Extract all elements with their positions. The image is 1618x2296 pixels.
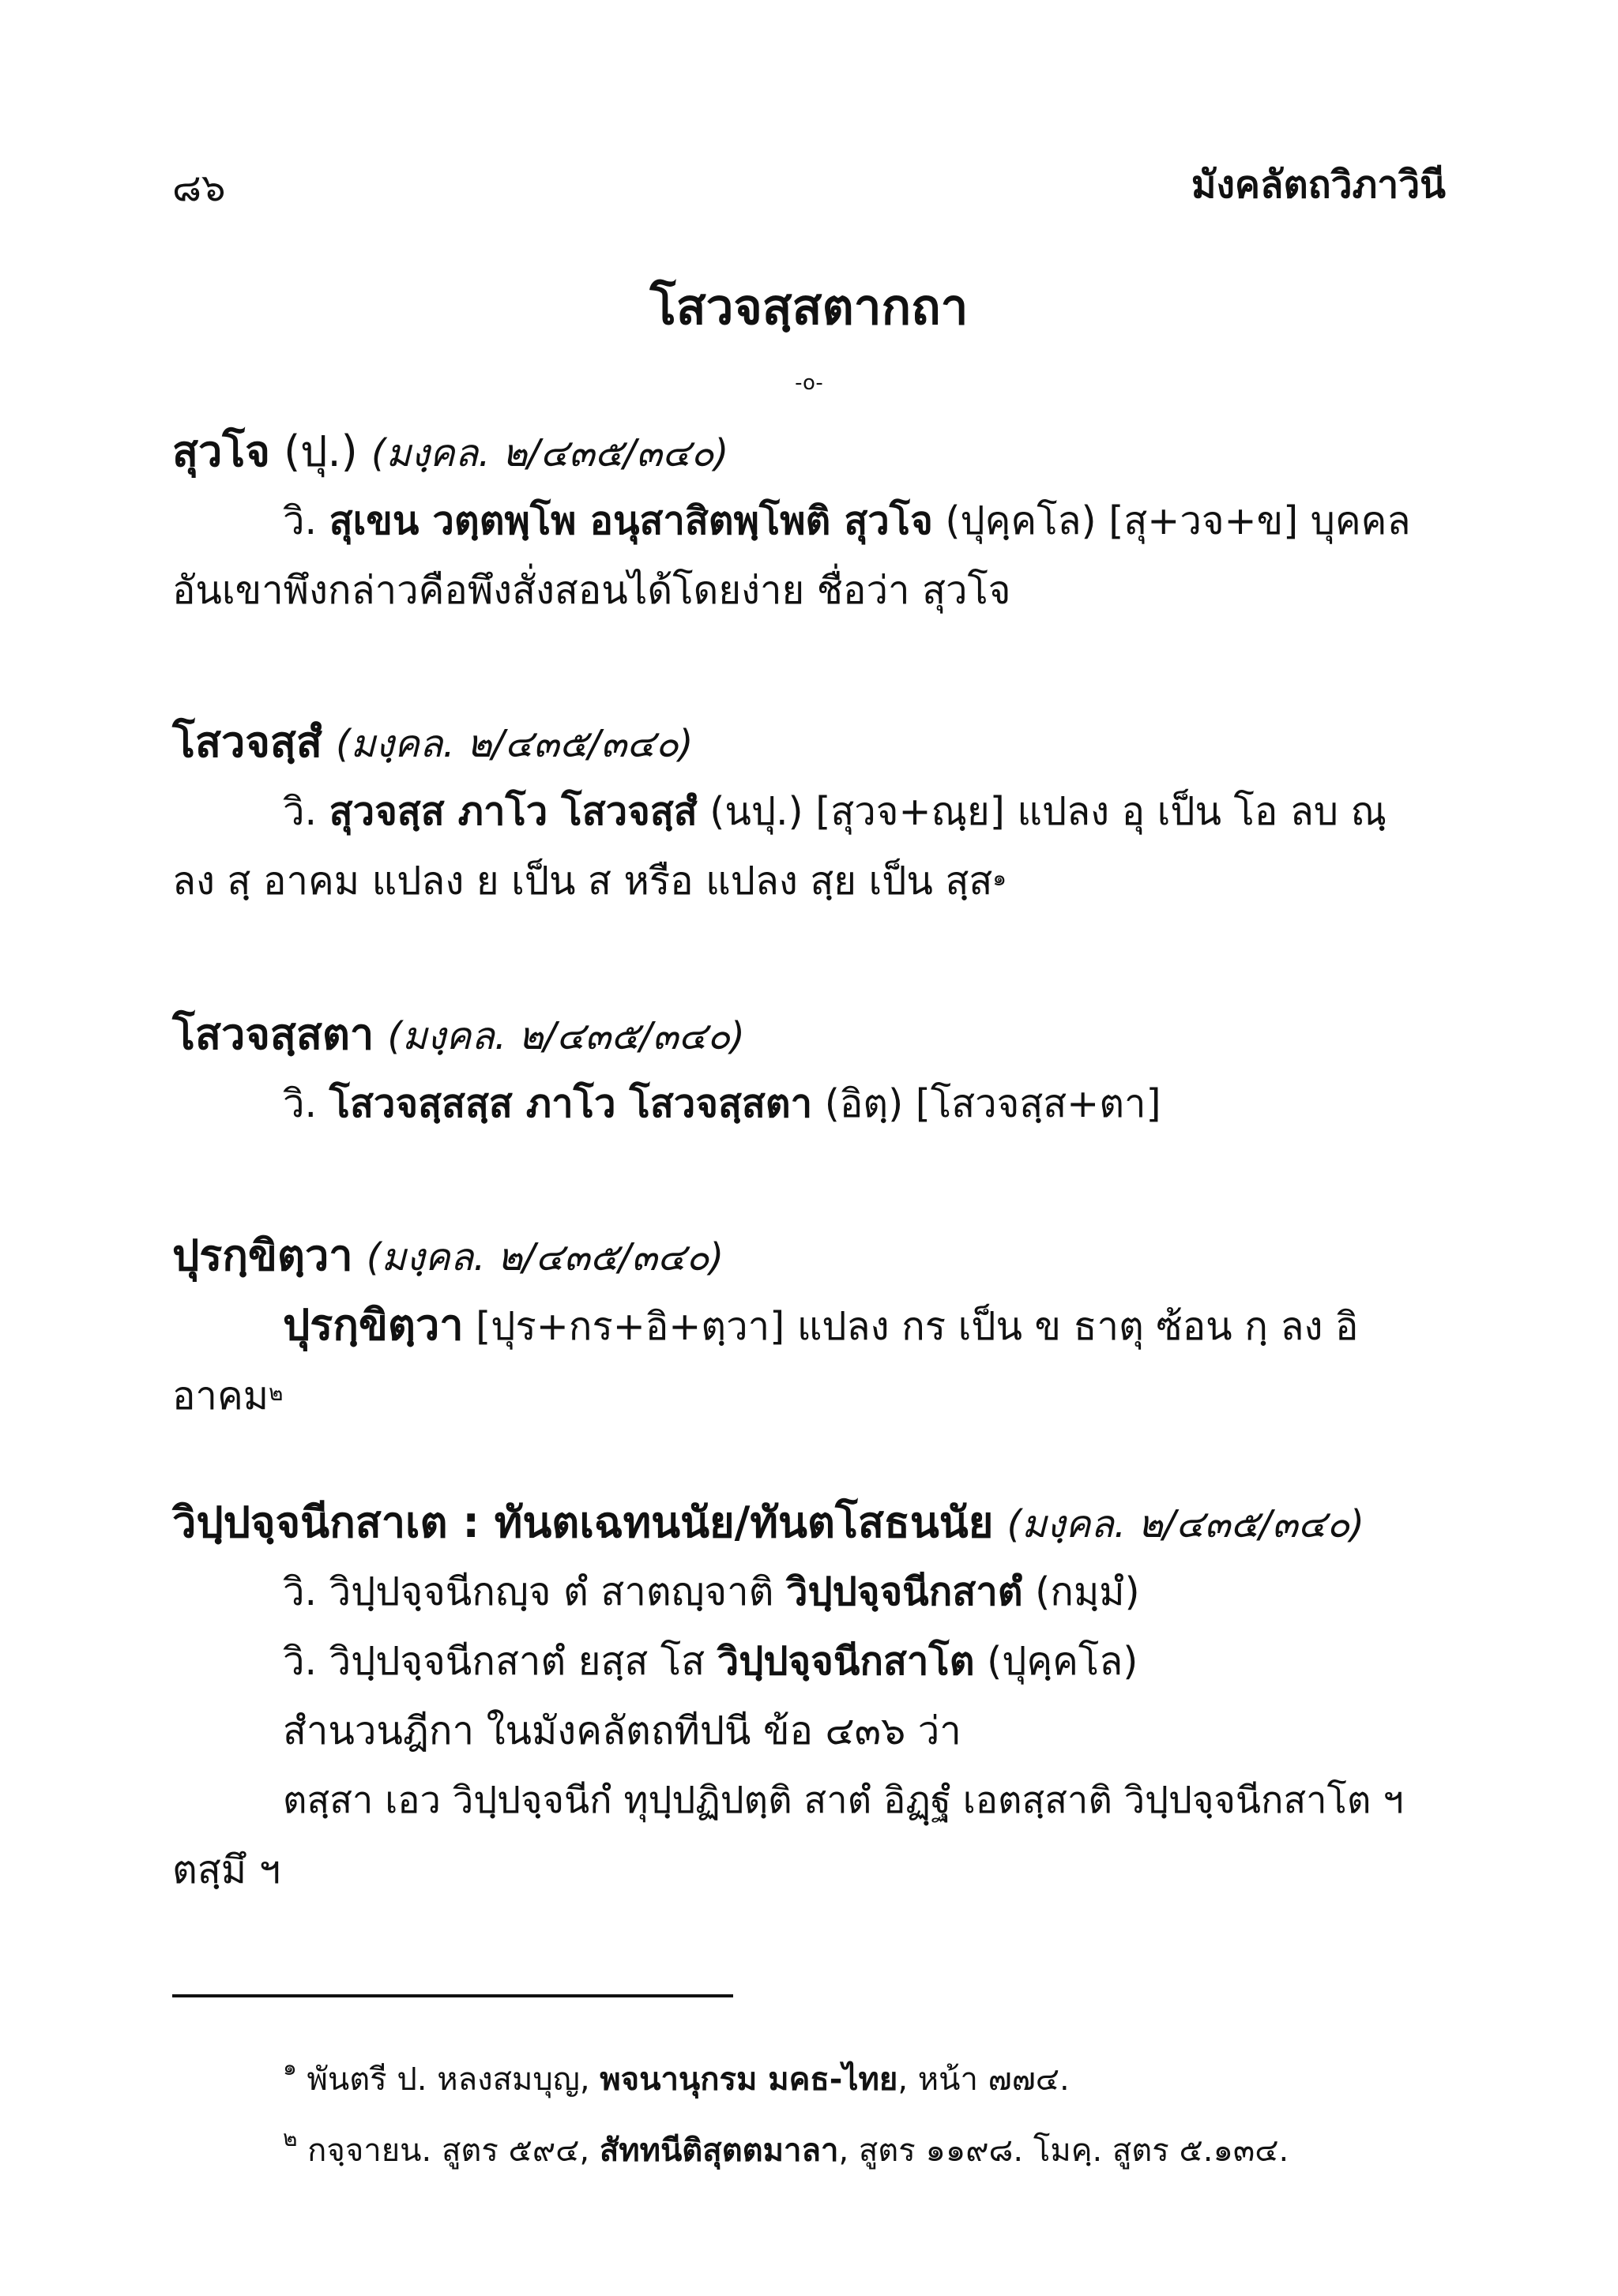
commentary-continuation: ตสฺมึ ฯ [172, 1847, 281, 1892]
commentary-intro: สำนวนฎีกา ในมังคลัตถทีปนี ข้อ ๔๓๖ ว่า [283, 1708, 961, 1753]
entry-heading [172, 420, 1446, 485]
entry-sowajassang [172, 711, 1446, 915]
definition-line: วิ. วิปฺปจฺจนีกสาตํ ยสฺส โส วิปฺปจฺจนีกสาโต (ปุคฺคโล) [283, 1639, 1138, 1684]
definition-continuation: อันเขาพึงกล่าวคือพึงสั่งสอนได้โดยง่าย ชื่อว่า สุวโจ [172, 568, 1011, 613]
entry-heading [172, 1224, 1446, 1289]
entry-heading [172, 711, 1446, 776]
page-number: ๘๖ [172, 166, 226, 210]
separator: -o- [795, 371, 823, 395]
running-header: มังคลัตถวิภาวินี [1191, 163, 1446, 207]
footnote-divider [172, 1994, 733, 1997]
page-title: โสวจสฺสตากถา [649, 278, 969, 336]
entry-heading [172, 1491, 1446, 1556]
footnote-number: ๒ [283, 2125, 298, 2151]
reference: (มงฺคล. ๒/๔๓๕/๓๔๐) [336, 722, 694, 766]
entry-sowajassata [172, 1003, 1446, 1137]
reference: (มงฺคล. ๒/๔๓๕/๓๔๐) [1007, 1502, 1364, 1546]
definition-line: วิ. สุเขน วตฺตพฺโพ อนุสาสิตพฺโพติ สุวโจ (ปุคฺคโล) [สุ+วจ+ข] บุคคล [283, 498, 1411, 543]
headword: ปุรกฺขิตฺวา [172, 1231, 353, 1280]
definition-line: วิ. สุวจสฺส ภาโว โสวจสฺสํ (นปุ.) [สุวจ+ณฺย] แปลง อุ เป็น โอ ลบ ณฺ [283, 789, 1387, 834]
entry-heading [172, 1003, 1446, 1068]
definition-line: ปุรกฺขิตฺวา [ปุร+กร+อิ+ตฺวา] แปลง กร เป็น ข ธาตุ ซ้อน กฺ ลง อิ [283, 1300, 1359, 1350]
headword: สุวโจ [172, 427, 270, 476]
commentary-quote: ตสฺสา เอว วิปฺปจฺจนีกํ ทุปฺปฏิปตฺติ สาตํ อิฏฺฐํ เอตสฺสาติ วิปฺปจฺจนีกสาโต ฯ [283, 1779, 1404, 1822]
definition-line: วิ. วิปฺปจฺจนีกญฺจ ตํ สาตญฺจาติ วิปฺปจฺจนีกสาตํ (กมฺมํ) [283, 1569, 1140, 1614]
footnote-ref[interactable]: ๑ [992, 865, 1007, 891]
entry-vippaccanikasate [172, 1491, 1446, 1903]
entry-purakkhitva [172, 1224, 1446, 1430]
definition-line: วิ. โสวจสฺสสฺส ภาโว โสวจสฺสตา (อิตฺ) [โสวจสฺส+ตา] [283, 1081, 1161, 1126]
headword: โสวจสฺสํ [172, 717, 322, 767]
reference: (มงฺคล. ๒/๔๓๕/๓๔๐) [366, 1235, 724, 1280]
reference: (มงฺคล. ๒/๔๓๕/๓๔๐) [371, 431, 729, 475]
reference: (มงฺคล. ๒/๔๓๕/๓๔๐) [387, 1014, 745, 1058]
footnote-number: ๑ [283, 2054, 297, 2080]
definition-continuation: อาคม$^๒$ [172, 1373, 284, 1419]
entry-suwajo [172, 420, 1446, 624]
footnote-ref[interactable]: ๒ [269, 1380, 284, 1406]
headword: โสวจสฺสตา [172, 1009, 374, 1059]
part-of-speech: (ปุ.) [284, 427, 358, 476]
headword: วิปฺปจฺจนีกสาเต : ทันตเฉทนนัย/ทันตโสธนนัย [172, 1497, 994, 1547]
footnote-2: $^๒$ กจฺจายน. สูตร ๕๙๔, สัททนีติสุตตมาลา, สูตร ๑๑๙๘. โมคฺ. สูตร ๕.๑๓๔. [283, 2125, 1289, 2169]
definition-continuation: ลง สฺ อาคม แปลง ย เป็น ส หรือ แปลง สฺย เป็น สฺส$^๑$ [172, 859, 1007, 904]
footnote-1: $^๑$ พันตรี ป. หลงสมบุญ, พจนานุกรม มคธ-ไทย, หน้า ๗๗๔. [283, 2054, 1070, 2098]
